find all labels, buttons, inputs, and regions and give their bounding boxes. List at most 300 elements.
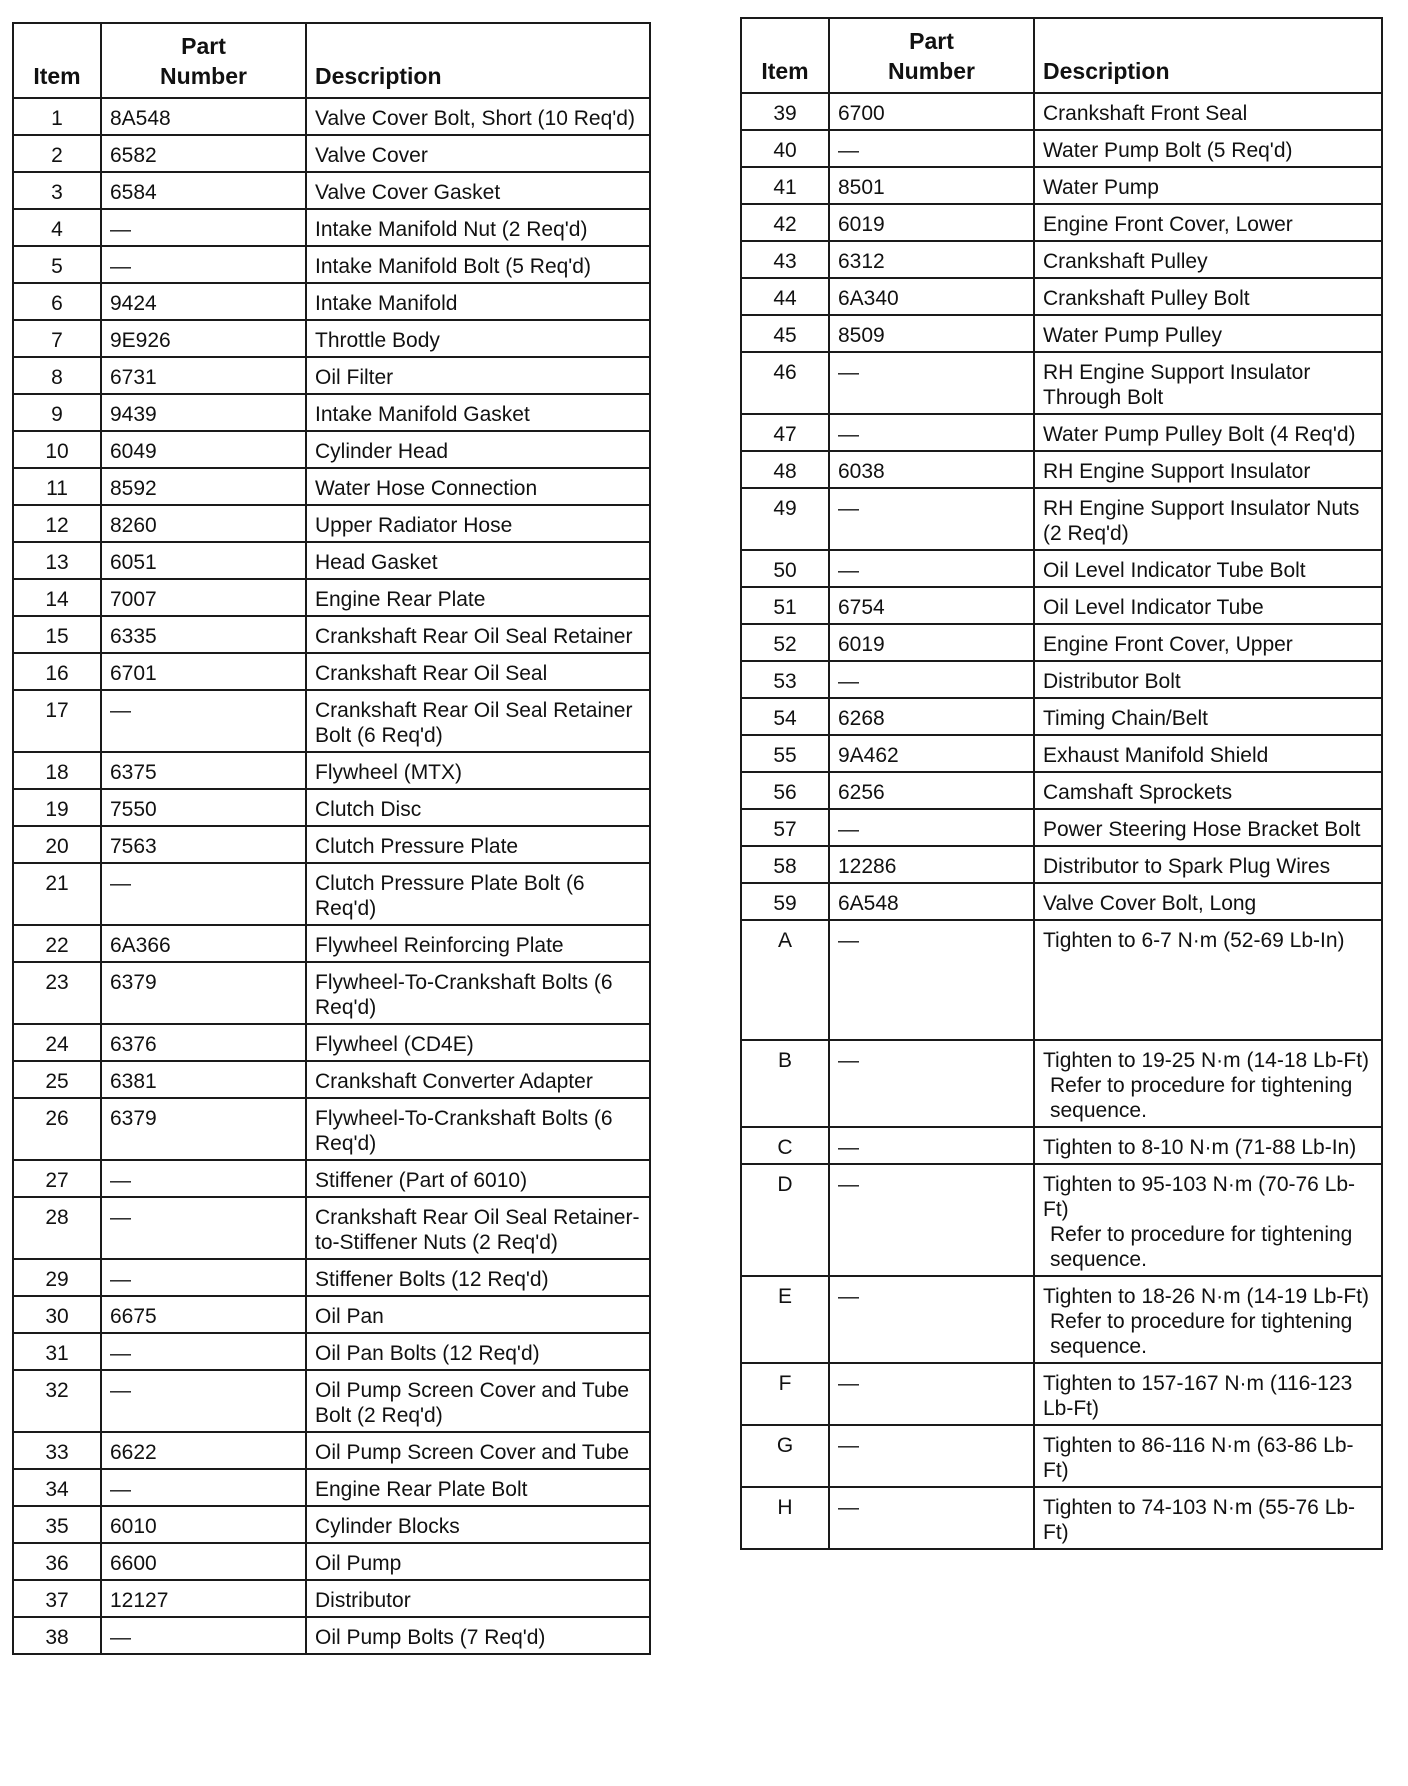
description-text: Oil Pump Bolts (7 Req'd) (315, 1626, 546, 1649)
part-number-cell: — (829, 1276, 1034, 1363)
description-cell (1034, 93, 1382, 130)
item-cell: 49 (741, 488, 829, 550)
description-text: Camshaft Sprockets (1043, 781, 1233, 804)
item-cell: 36 (13, 1543, 101, 1580)
description-text: RH Engine Support Insulator Through Bolt (1043, 361, 1311, 409)
item-cell: 2 (13, 135, 101, 172)
table-row (741, 352, 1382, 414)
description-text: Crankshaft Front Seal (1043, 102, 1248, 125)
item-cell: 39 (741, 93, 829, 130)
description-text: Oil Pan Bolts (12 Req'd) (315, 1342, 540, 1365)
part-number-cell: 6622 (101, 1432, 306, 1469)
part-number-cell: 6A340 (829, 278, 1034, 315)
table-row (13, 172, 650, 209)
description-cell (306, 1160, 650, 1197)
part-header-line2: Number (888, 58, 975, 84)
part-number-cell: 6A548 (829, 883, 1034, 920)
item-cell: 16 (13, 653, 101, 690)
description-text: Clutch Pressure Plate Bolt (6 Req'd) (315, 872, 585, 920)
part-number-cell: 6A366 (101, 925, 306, 962)
table-row (741, 451, 1382, 488)
table-row (13, 653, 650, 690)
parts-table-left-body (13, 98, 650, 1654)
item-cell: F (741, 1363, 829, 1425)
part-number-cell: — (829, 130, 1034, 167)
table-row (13, 505, 650, 542)
description-cell (306, 431, 650, 468)
description-cell (306, 863, 650, 925)
part-number-cell: 6049 (101, 431, 306, 468)
description-cell (306, 925, 650, 962)
table-header-row (13, 23, 650, 98)
part-number-cell: — (101, 1617, 306, 1654)
description-text: Valve Cover Gasket (315, 181, 501, 204)
table-row (741, 1363, 1382, 1425)
description-cell (306, 283, 650, 320)
table-row (741, 698, 1382, 735)
part-number-cell: — (101, 1259, 306, 1296)
item-cell: 22 (13, 925, 101, 962)
description-cell (306, 1061, 650, 1098)
part-number-cell: 6376 (101, 1024, 306, 1061)
table-row (13, 1333, 650, 1370)
description-cell (306, 1024, 650, 1061)
item-cell: 29 (13, 1259, 101, 1296)
description-text: RH Engine Support Insulator Nuts (2 Req'd) (1043, 497, 1360, 545)
table-row (741, 1276, 1382, 1363)
part-number-cell: 8592 (101, 468, 306, 505)
item-cell: 31 (13, 1333, 101, 1370)
description-text: Valve Cover Bolt, Short (10 Req'd) (315, 107, 635, 130)
part-number-column-header (829, 18, 1034, 93)
description-cell (306, 246, 650, 283)
description-text: Distributor to Spark Plug Wires (1043, 855, 1331, 878)
item-cell: 58 (741, 846, 829, 883)
table-row (741, 661, 1382, 698)
description-text: Clutch Disc (315, 798, 422, 821)
table-row (13, 1469, 650, 1506)
part-number-cell: — (829, 352, 1034, 414)
description-cell (306, 1432, 650, 1469)
part-number-cell: 9A462 (829, 735, 1034, 772)
part-number-cell: 6038 (829, 451, 1034, 488)
description-cell (306, 1370, 650, 1432)
table-row (741, 241, 1382, 278)
part-number-cell: — (829, 920, 1034, 1040)
description-cell (306, 468, 650, 505)
description-cell (1034, 204, 1382, 241)
item-cell: 44 (741, 278, 829, 315)
table-row (741, 1040, 1382, 1127)
description-text: Tighten to 95-103 N·m (70-76 Lb-Ft) (1043, 1173, 1356, 1221)
description-cell (306, 394, 650, 431)
description-text: Engine Rear Plate (315, 588, 486, 611)
part-number-cell: — (101, 209, 306, 246)
description-cell (306, 752, 650, 789)
table-row (741, 846, 1382, 883)
description-text: Crankshaft Rear Oil Seal Retainer Bolt (6 Req'd) (315, 699, 633, 747)
part-number-cell: 6600 (101, 1543, 306, 1580)
description-text: Oil Pan (315, 1305, 384, 1328)
table-row (741, 204, 1382, 241)
table-row (13, 863, 650, 925)
item-cell: 9 (13, 394, 101, 431)
description-cell (306, 542, 650, 579)
item-cell: 43 (741, 241, 829, 278)
item-cell: 57 (741, 809, 829, 846)
item-cell: A (741, 920, 829, 1040)
item-cell: 45 (741, 315, 829, 352)
description-text: Crankshaft Rear Oil Seal (315, 662, 548, 685)
description-text: Timing Chain/Belt (1043, 707, 1208, 730)
description-cell (306, 690, 650, 752)
table-row (741, 587, 1382, 624)
item-cell: 11 (13, 468, 101, 505)
description-cell (1034, 451, 1382, 488)
item-column-header: Item (741, 18, 829, 93)
item-cell: C (741, 1127, 829, 1164)
table-row (13, 826, 650, 863)
item-cell: 59 (741, 883, 829, 920)
table-row (741, 488, 1382, 550)
table-row (13, 579, 650, 616)
part-number-cell: 6754 (829, 587, 1034, 624)
part-number-cell: — (829, 550, 1034, 587)
item-cell: 47 (741, 414, 829, 451)
description-note: Refer to procedure for tightening sequence. (1050, 1223, 1353, 1271)
part-number-cell: — (829, 488, 1034, 550)
part-number-cell: 6700 (829, 93, 1034, 130)
description-cell (306, 1617, 650, 1654)
table-row (13, 1432, 650, 1469)
description-cell (1034, 1164, 1382, 1276)
item-cell: 24 (13, 1024, 101, 1061)
description-cell (1034, 130, 1382, 167)
description-cell (306, 616, 650, 653)
item-cell: 7 (13, 320, 101, 357)
part-number-cell: 9424 (101, 283, 306, 320)
part-number-cell: 6268 (829, 698, 1034, 735)
table-row (13, 431, 650, 468)
table-row (13, 1098, 650, 1160)
part-header-line2: Number (160, 63, 247, 89)
description-text: Crankshaft Pulley Bolt (1043, 287, 1250, 310)
description-text: Stiffener Bolts (12 Req'd) (315, 1268, 549, 1291)
part-number-cell: — (829, 1363, 1034, 1425)
description-text: Tighten to 74-103 N·m (55-76 Lb-Ft) (1043, 1496, 1356, 1544)
part-number-cell: — (101, 1333, 306, 1370)
item-column-header: Item (13, 23, 101, 98)
item-cell: H (741, 1487, 829, 1549)
item-cell: 48 (741, 451, 829, 488)
part-number-cell: — (101, 1469, 306, 1506)
item-cell: 41 (741, 167, 829, 204)
description-cell (306, 1098, 650, 1160)
part-number-cell: 8260 (101, 505, 306, 542)
description-text: Engine Front Cover, Lower (1043, 213, 1293, 236)
description-cell (1034, 1487, 1382, 1549)
part-number-cell: — (829, 809, 1034, 846)
table-row (13, 98, 650, 135)
item-cell: 13 (13, 542, 101, 579)
table-row (13, 1024, 650, 1061)
table-row (741, 550, 1382, 587)
part-number-column-header (101, 23, 306, 98)
part-number-cell: 6312 (829, 241, 1034, 278)
description-cell (1034, 735, 1382, 772)
part-number-cell: 6582 (101, 135, 306, 172)
table-row (13, 135, 650, 172)
description-cell (306, 505, 650, 542)
part-number-cell: 6379 (101, 1098, 306, 1160)
description-cell (306, 1543, 650, 1580)
description-cell (1034, 846, 1382, 883)
description-text: Power Steering Hose Bracket Bolt (1043, 818, 1361, 841)
item-cell: 5 (13, 246, 101, 283)
part-number-cell: 7563 (101, 826, 306, 863)
description-text: Exhaust Manifold Shield (1043, 744, 1269, 767)
description-cell (1034, 1040, 1382, 1127)
description-text: Crankshaft Pulley (1043, 250, 1208, 273)
table-header-row (741, 18, 1382, 93)
part-number-cell: 6256 (829, 772, 1034, 809)
item-cell: 32 (13, 1370, 101, 1432)
description-cell (1034, 315, 1382, 352)
description-cell (306, 1580, 650, 1617)
table-row (741, 1425, 1382, 1487)
table-row (741, 414, 1382, 451)
description-text: Clutch Pressure Plate (315, 835, 519, 858)
part-number-cell: 9439 (101, 394, 306, 431)
description-text: Oil Filter (315, 366, 394, 389)
item-cell: 1 (13, 98, 101, 135)
part-number-cell: 8A548 (101, 98, 306, 135)
description-cell (1034, 278, 1382, 315)
description-cell (1034, 772, 1382, 809)
item-cell: E (741, 1276, 829, 1363)
part-number-cell: 6675 (101, 1296, 306, 1333)
item-cell: 38 (13, 1617, 101, 1654)
item-cell: 51 (741, 587, 829, 624)
table-row (13, 542, 650, 579)
item-cell: 50 (741, 550, 829, 587)
part-number-cell: — (101, 1370, 306, 1432)
parts-table-right (740, 17, 1383, 1550)
parts-table-left (12, 22, 651, 1655)
item-cell: 34 (13, 1469, 101, 1506)
table-row (13, 1580, 650, 1617)
item-cell: 18 (13, 752, 101, 789)
table-row (13, 690, 650, 752)
table-row (13, 616, 650, 653)
description-text: Water Hose Connection (315, 477, 538, 500)
item-cell: 30 (13, 1296, 101, 1333)
description-note: Refer to procedure for tightening sequence. (1050, 1310, 1353, 1358)
item-cell: 40 (741, 130, 829, 167)
description-text: Flywheel (CD4E) (315, 1033, 474, 1056)
description-text: Engine Front Cover, Upper (1043, 633, 1293, 656)
item-cell: 4 (13, 209, 101, 246)
table-row (741, 624, 1382, 661)
description-text: Distributor (315, 1589, 411, 1612)
description-cell (306, 653, 650, 690)
description-text: Flywheel-To-Crankshaft Bolts (6 Req'd) (315, 971, 613, 1019)
description-cell (306, 209, 650, 246)
part-number-cell: — (101, 1160, 306, 1197)
description-cell (1034, 488, 1382, 550)
part-number-cell: — (101, 1197, 306, 1259)
description-text: Head Gasket (315, 551, 438, 574)
part-number-cell: — (829, 661, 1034, 698)
description-text: Upper Radiator Hose (315, 514, 513, 537)
table-row (13, 468, 650, 505)
part-number-cell: 7550 (101, 789, 306, 826)
description-text: Engine Rear Plate Bolt (315, 1478, 528, 1501)
item-cell: 25 (13, 1061, 101, 1098)
table-row (13, 1617, 650, 1654)
description-cell (306, 172, 650, 209)
description-cell (1034, 883, 1382, 920)
table-row (13, 357, 650, 394)
description-text: Intake Manifold Bolt (5 Req'd) (315, 255, 591, 278)
description-cell (1034, 920, 1382, 1040)
description-cell (306, 1333, 650, 1370)
item-cell: 46 (741, 352, 829, 414)
description-column-header: Description (306, 23, 650, 98)
description-text: Intake Manifold (315, 292, 458, 315)
table-row (741, 278, 1382, 315)
description-text: Water Pump (1043, 176, 1159, 199)
table-row (13, 1370, 650, 1432)
item-cell: 35 (13, 1506, 101, 1543)
description-text: Flywheel (MTX) (315, 761, 463, 784)
table-row (741, 93, 1382, 130)
part-number-cell: 9E926 (101, 320, 306, 357)
table-row (13, 394, 650, 431)
table-row (741, 772, 1382, 809)
description-text: Flywheel Reinforcing Plate (315, 934, 564, 957)
item-cell: 23 (13, 962, 101, 1024)
description-text: Oil Level Indicator Tube (1043, 596, 1264, 619)
table-row (741, 315, 1382, 352)
description-text: Tighten to 19-25 N·m (14-18 Lb-Ft) (1043, 1049, 1370, 1072)
table-row (13, 1543, 650, 1580)
table-row (13, 962, 650, 1024)
item-cell: 52 (741, 624, 829, 661)
description-text: Oil Level Indicator Tube Bolt (1043, 559, 1306, 582)
description-text: Oil Pump Screen Cover and Tube (315, 1441, 629, 1464)
description-cell (1034, 550, 1382, 587)
item-cell: 6 (13, 283, 101, 320)
item-cell: 27 (13, 1160, 101, 1197)
description-text: Cylinder Head (315, 440, 449, 463)
table-row (741, 920, 1382, 1040)
part-number-cell: 6010 (101, 1506, 306, 1543)
item-cell: 37 (13, 1580, 101, 1617)
item-cell: 19 (13, 789, 101, 826)
description-cell (306, 98, 650, 135)
table-row (741, 167, 1382, 204)
description-text: Tighten to 18-26 N·m (14-19 Lb-Ft) (1043, 1285, 1370, 1308)
description-cell (1034, 1127, 1382, 1164)
item-cell: 20 (13, 826, 101, 863)
description-cell (1034, 809, 1382, 846)
description-cell (306, 135, 650, 172)
part-number-cell: — (829, 1127, 1034, 1164)
table-row (13, 283, 650, 320)
item-cell: 53 (741, 661, 829, 698)
item-cell: 17 (13, 690, 101, 752)
table-row (13, 1296, 650, 1333)
item-cell: 10 (13, 431, 101, 468)
item-cell: 55 (741, 735, 829, 772)
description-text: Intake Manifold Gasket (315, 403, 530, 426)
description-cell (1034, 661, 1382, 698)
item-cell: 15 (13, 616, 101, 653)
description-text: Crankshaft Converter Adapter (315, 1070, 593, 1093)
item-cell: 42 (741, 204, 829, 241)
description-cell (1034, 414, 1382, 451)
item-cell: 33 (13, 1432, 101, 1469)
description-cell (1034, 1276, 1382, 1363)
description-cell (306, 1296, 650, 1333)
part-number-cell: 6051 (101, 542, 306, 579)
part-number-cell: 6381 (101, 1061, 306, 1098)
description-text: Water Pump Pulley (1043, 324, 1222, 347)
description-cell (1034, 167, 1382, 204)
item-cell: 54 (741, 698, 829, 735)
description-cell (306, 962, 650, 1024)
description-text: Water Pump Pulley Bolt (4 Req'd) (1043, 423, 1356, 446)
description-cell (306, 357, 650, 394)
item-cell: 26 (13, 1098, 101, 1160)
item-cell: 28 (13, 1197, 101, 1259)
part-header-line1: Part (909, 28, 954, 54)
description-note: Refer to procedure for tightening sequence. (1050, 1074, 1353, 1122)
description-cell (306, 1469, 650, 1506)
description-text: Valve Cover (315, 144, 428, 167)
item-cell: G (741, 1425, 829, 1487)
table-row (13, 1197, 650, 1259)
description-cell (306, 1197, 650, 1259)
description-cell (1034, 1363, 1382, 1425)
part-number-cell: 8501 (829, 167, 1034, 204)
description-text: Distributor Bolt (1043, 670, 1181, 693)
part-number-cell: 6701 (101, 653, 306, 690)
table-row (13, 789, 650, 826)
description-cell (306, 826, 650, 863)
part-number-cell: 12286 (829, 846, 1034, 883)
part-number-cell: 6375 (101, 752, 306, 789)
description-cell (306, 320, 650, 357)
description-text: Throttle Body (315, 329, 440, 352)
part-number-cell: — (101, 246, 306, 283)
description-cell (306, 1259, 650, 1296)
description-cell (306, 1506, 650, 1543)
part-number-cell: 12127 (101, 1580, 306, 1617)
description-cell (1034, 1425, 1382, 1487)
description-text: Crankshaft Rear Oil Seal Retainer (315, 625, 633, 648)
table-row (13, 246, 650, 283)
part-number-cell: 6335 (101, 616, 306, 653)
description-cell (306, 579, 650, 616)
table-row (13, 209, 650, 246)
table-row (13, 1506, 650, 1543)
part-number-cell: — (829, 1164, 1034, 1276)
description-text: Crankshaft Rear Oil Seal Retainer-to-Stiffener Nuts (2 Req'd) (315, 1206, 640, 1254)
description-text: Tighten to 86-116 N·m (63-86 Lb-Ft) (1043, 1434, 1354, 1482)
description-text: Oil Pump (315, 1552, 402, 1575)
